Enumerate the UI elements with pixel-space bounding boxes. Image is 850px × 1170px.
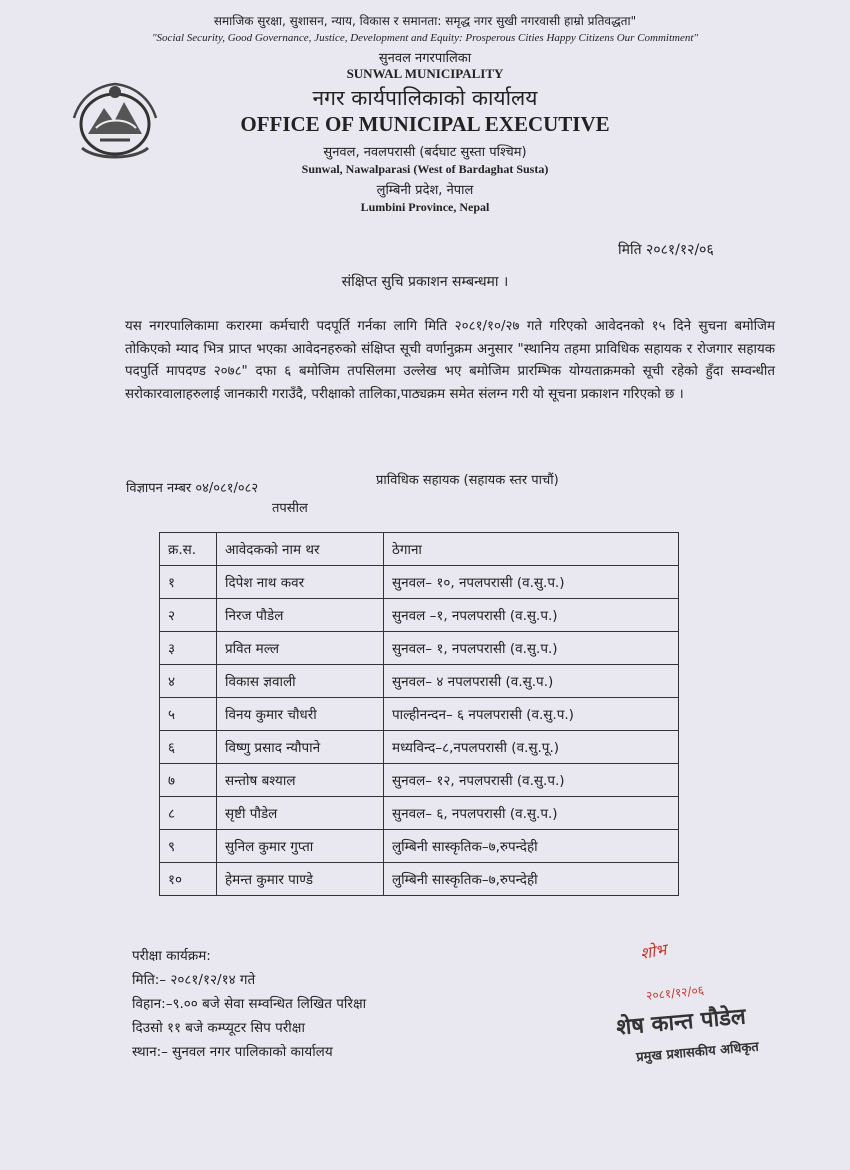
- address-nepali: सुनवल, नवलपरासी (बर्दघाट सुस्ता पश्चिम): [323, 145, 527, 160]
- applicant-table: [159, 532, 679, 896]
- exam-schedule: [132, 944, 366, 1064]
- table-row: [160, 731, 679, 764]
- cell-address: सुनवल– ६, नपलपरासी (व.सु.प.): [384, 797, 679, 830]
- cell-address: लुम्बिनी सास्कृतिक–७,रुपन्देही: [384, 863, 679, 896]
- motto-nepali: समाजिक सुरक्षा, सुशासन, न्याय, विकास र समानता: समृद्ध नगर सुखी नगरवासी हाम्रो प्रतिवद्धता": [213, 14, 637, 28]
- exam-heading: परीक्षा कार्यक्रम:: [132, 948, 211, 964]
- table-row: [160, 863, 679, 896]
- cell-sn: ५: [160, 698, 217, 731]
- column-header-address: ठेगाना: [384, 533, 679, 566]
- cell-sn: ७: [160, 764, 217, 797]
- notice-body: यस नगरपालिकामा करारमा कर्मचारी पदपूर्ति गर्नका लागि मिति २०८१/१०/२७ गते गरिएको आवेदनको १५ दिने सुचना बमोजिम तोकिएको म्याद भित्र प्राप्त भएका आवेदनहरुको संक्षिप्त सूची वर्णानुक्रम अनुसार "स्थानिय तहमा प्राविधिक सहायक र रोजगार सहायक पदपुर्ति मापदण्ड २०७८" दफा ६ बमोजिम तपसिलमा उल्लेख भए बमोजिम प्रारम्भिक योग्यताक्रमको सूची रहेको हुँदा सम्वन्धीत सरोकारवालाहरुलाई जानकारी गराउँदै, परीक्षाको तालिका,पाठ्यक्रम समेत संलग्न गरी यो सूचना प्रकाशन गरिएको छ ।: [125, 319, 775, 402]
- cell-name: विकास ज्ञवाली: [217, 665, 384, 698]
- cell-address: सुनवल– ४ नपलपरासी (व.सु.प.): [384, 665, 679, 698]
- cell-name: प्रवित मल्ल: [217, 632, 384, 665]
- office-name-english: OFFICE OF MUNICIPAL EXECUTIVE: [240, 112, 610, 136]
- cell-name: सृष्टी पौडेल: [217, 797, 384, 830]
- exam-date: मिति:– २०८१/१२/१४ गते: [132, 972, 256, 988]
- officer-name-stamp: शेष कान्त पौडेल: [615, 1004, 747, 1041]
- exam-morning: विहान:–९.०० बजे सेवा सम्वन्धित लिखित परिक्षा: [132, 996, 367, 1012]
- cell-sn: २: [160, 599, 217, 632]
- advertisement-number: विज्ञापन नम्बर ०४/०८१/०८२: [126, 481, 259, 496]
- exam-venue: स्थान:– सुनवल नगर पालिकाको कार्यालय: [132, 1044, 333, 1060]
- cell-address: सुनवल –१, नपलपरासी (व.सु.प.): [384, 599, 679, 632]
- cell-name: निरज पौडेल: [217, 599, 384, 632]
- cell-name: विनय कुमार चौधरी: [217, 698, 384, 731]
- table-row: [160, 632, 679, 665]
- post-title: प्राविधिक सहायक (सहायक स्तर पाचौं): [376, 473, 559, 488]
- cell-sn: ८: [160, 797, 217, 830]
- cell-address: पाल्हीनन्दन– ६ नपलपरासी (व.सु.प.): [384, 698, 679, 731]
- table-row: [160, 665, 679, 698]
- cell-name: दिपेश नाथ कवर: [217, 566, 384, 599]
- cell-name: विष्णु प्रसाद न्यौपाने: [217, 731, 384, 764]
- table-row: [160, 566, 679, 599]
- office-name-nepali: नगर कार्यपालिकाको कार्यालय: [312, 86, 538, 110]
- cell-address: सुनवल– १०, नपलपरासी (व.सु.प.): [384, 566, 679, 599]
- table-row: [160, 797, 679, 830]
- cell-name: हेमन्त कुमार पाण्डे: [217, 863, 384, 896]
- subject-line: संक्षिप्त सुचि प्रकाशन सम्बन्धमा ।: [341, 274, 509, 290]
- cell-address: सुनवल– १२, नपलपरासी (व.सु.प.): [384, 764, 679, 797]
- officer-title-stamp: प्रमुख प्रशासकीय अधिकृत: [635, 1039, 760, 1066]
- province-english: Lumbini Province, Nepal: [360, 200, 490, 214]
- province-nepali: लुम्बिनी प्रदेश, नेपाल: [376, 183, 474, 198]
- annex-label: तपसील: [272, 501, 308, 516]
- nepal-government-emblem-icon: [66, 78, 164, 164]
- column-header-name: आवेदकको नाम थर: [217, 533, 384, 566]
- exam-afternoon: दिउसो ११ बजे कम्प्यूटर सिप परीक्षा: [132, 1020, 305, 1036]
- cell-sn: १: [160, 566, 217, 599]
- cell-address: लुम्बिनी सास्कृतिक–७,रुपन्देही: [384, 830, 679, 863]
- cell-name: सुनिल कुमार गुप्ता: [217, 830, 384, 863]
- municipality-name-english: SUNWAL MUNICIPALITY: [346, 66, 504, 81]
- cell-sn: ६: [160, 731, 217, 764]
- handwritten-signature: शोभ: [638, 939, 668, 964]
- table-header-row: [160, 533, 679, 566]
- cell-address: मध्यविन्द–८,नपलपरासी (व.सु.पू.): [384, 731, 679, 764]
- table-row: [160, 830, 679, 863]
- cell-address: सुनवल– १, नपलपरासी (व.सु.प.): [384, 632, 679, 665]
- cell-sn: १०: [160, 863, 217, 896]
- table-row: [160, 599, 679, 632]
- cell-name: सन्तोष बश्याल: [217, 764, 384, 797]
- letter-date: मिति २०८१/१२/०६: [618, 242, 714, 258]
- column-header-sn: क्र.स.: [160, 533, 217, 566]
- address-english: Sunwal, Nawalparasi (West of Bardaghat Susta): [301, 162, 549, 176]
- table-row: [160, 698, 679, 731]
- municipality-name-nepali: सुनवल नगरपालिका: [378, 51, 472, 66]
- cell-sn: ४: [160, 665, 217, 698]
- motto-english: "Social Security, Good Governance, Justice, Development and Equity: Prosperous Cities Happy Citizens Our Commitment": [151, 32, 699, 44]
- table-row: [160, 764, 679, 797]
- cell-sn: ३: [160, 632, 217, 665]
- cell-sn: ९: [160, 830, 217, 863]
- signature-date: २०८१/१२/०६: [645, 983, 705, 1003]
